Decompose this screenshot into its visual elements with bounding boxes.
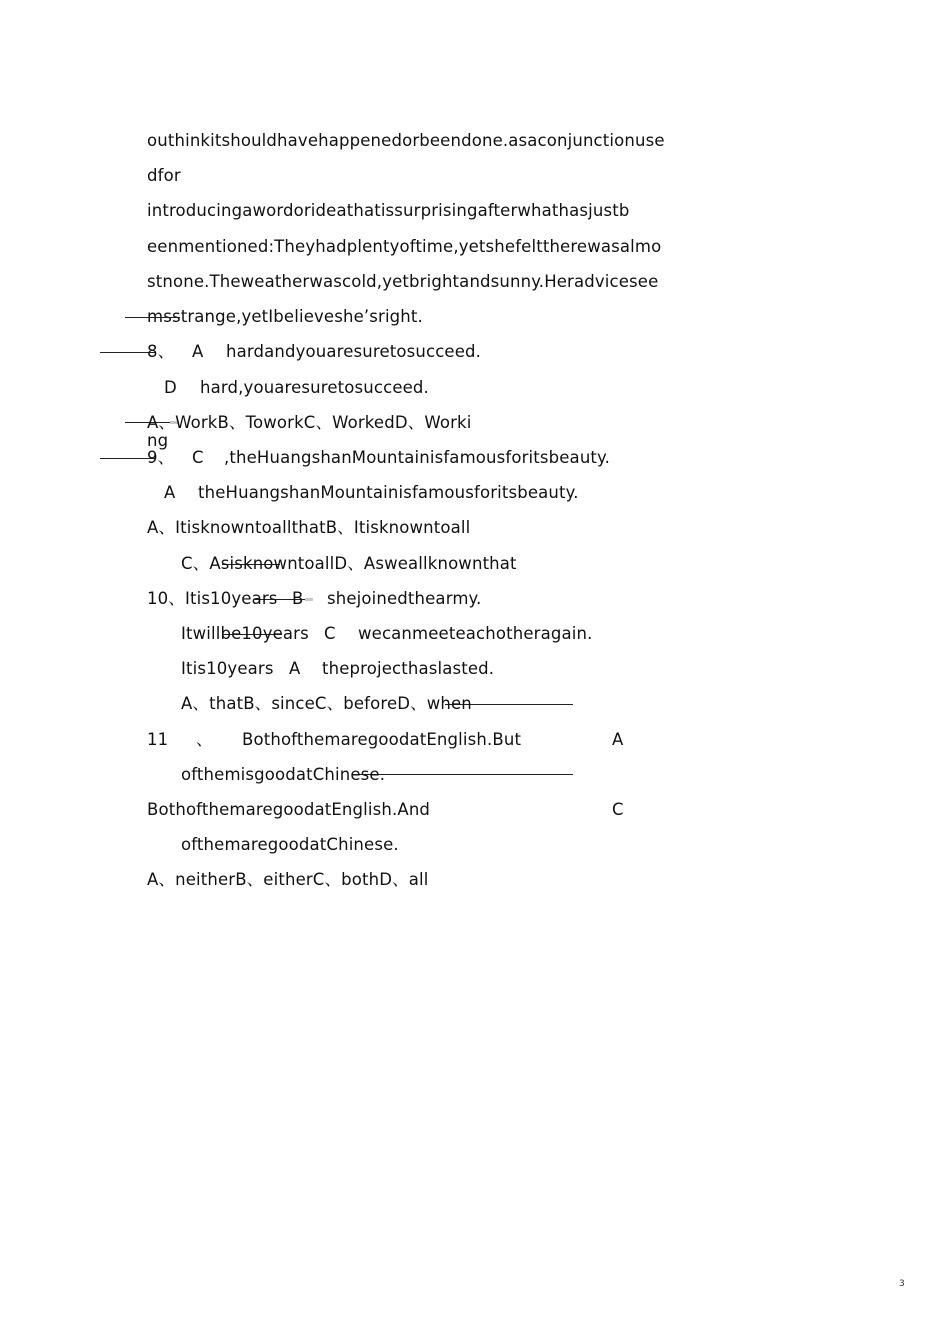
tick-mark [305, 598, 313, 601]
answer-letter: B [292, 589, 304, 608]
underline-rule [353, 774, 573, 775]
question-number: 8、 [147, 342, 175, 361]
paragraph-line: msstrange,yetIbelieveshe’sright. [147, 307, 423, 326]
options-line: C、AsisknowntoallD、Asweallknownthat [181, 554, 517, 573]
answer-letter: C [612, 800, 624, 819]
question-text: ofthemisgoodatChinese. [181, 765, 386, 784]
paragraph-line: eenmentioned:Theyhadplentyoftime,yetshefelttherewasalmo [147, 237, 662, 256]
answer-letter: D [164, 378, 177, 397]
options-line: A、WorkB、ToworkC、WorkedD、Worki [147, 413, 472, 432]
question-text: shejoinedthearmy. [327, 589, 482, 608]
question-text: BothofthemaregoodatEnglish.And [147, 800, 431, 819]
question-text: ,theHuangshanMountainisfamousforitsbeauty. [224, 448, 611, 467]
paragraph-line: introducingawordorideathatissurprisingafterwhathasjustb [147, 201, 630, 220]
question-text: theHuangshanMountainisfamousforitsbeauty. [198, 483, 579, 502]
paragraph-line: outhinkitshouldhavehappenedorbeendone.asaconjunctionuse [147, 131, 665, 150]
answer-letter: C [192, 448, 204, 467]
question-text: 10、Itis10years [147, 589, 278, 608]
question-text: ofthemaregoodatChinese. [181, 835, 399, 854]
question-text: Itis10years [181, 659, 274, 678]
question-number: 9、 [147, 448, 175, 467]
answer-letter: A [289, 659, 301, 678]
question-text: hardandyouaresuretosucceed. [226, 342, 482, 361]
question-text: theprojecthaslasted. [322, 659, 495, 678]
answer-letter: A [164, 483, 176, 502]
options-line: ng [147, 431, 169, 450]
answer-letter: A [612, 730, 624, 749]
question-text: BothofthemaregoodatEnglish.But [242, 730, 522, 749]
answer-letter: C [324, 624, 336, 643]
answer-letter: A [192, 342, 204, 361]
question-number: 11 [147, 730, 169, 749]
question-text: wecanmeeteachotheragain. [358, 624, 593, 643]
paragraph-line: dfor [147, 166, 181, 185]
paragraph-line: stnone.Theweatherwascold,yetbrightandsunny.Heradvicesee [147, 272, 659, 291]
page-number: 3 [899, 1279, 905, 1289]
question-text: hard,youaresuretosucceed. [200, 378, 429, 397]
options-line: A、neitherB、eitherC、bothD、all [147, 870, 429, 889]
question-text: Itwillbe10years [181, 624, 309, 643]
options-line: A、ItisknowntoallthatB、Itisknowntoall [147, 518, 471, 537]
separator: 、 [196, 730, 213, 749]
options-line: A、thatB、sinceC、beforeD、when [181, 694, 472, 713]
underline-rule [125, 317, 180, 318]
